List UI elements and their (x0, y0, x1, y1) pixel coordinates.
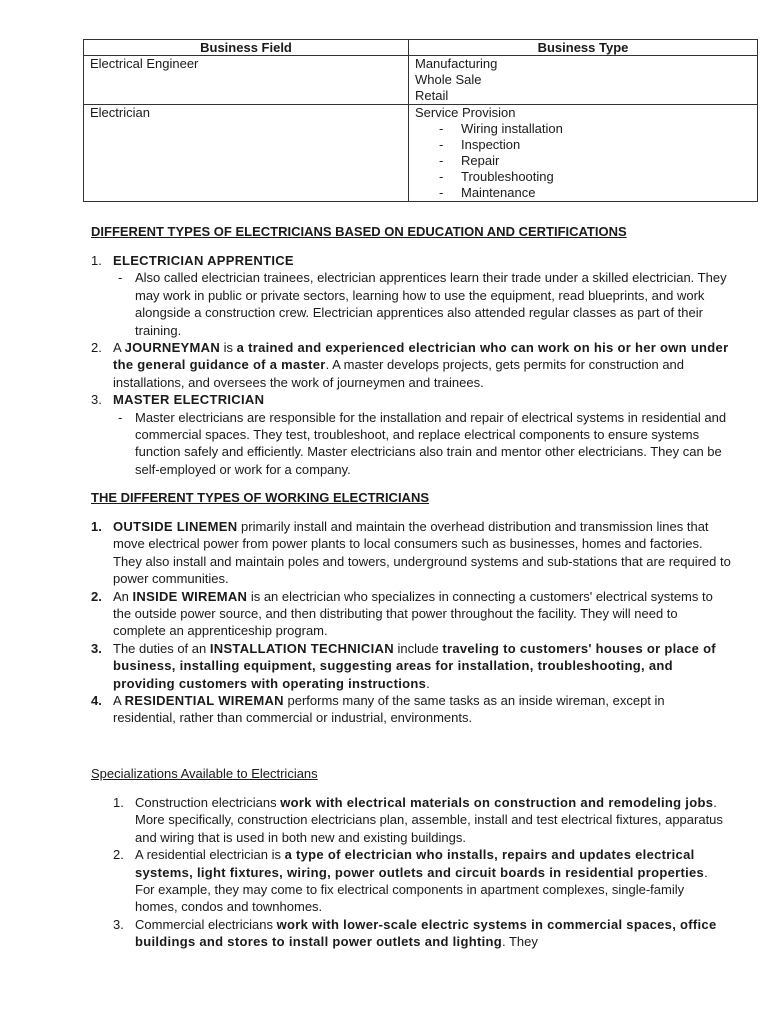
list-item: - Wiring installation (439, 121, 563, 136)
business-type: Manufacturing (415, 56, 498, 71)
list-item (91, 640, 731, 692)
column-header: Business Type (409, 40, 758, 56)
list-sub-item (91, 409, 731, 479)
heading-text: DIFFERENT TYPES OF ELECTRICIANS BASED ON EDUCATION AND CERTIFICATIONS (91, 224, 627, 239)
business-type: Whole Sale (415, 72, 482, 87)
item-bold-text: work with electrical materials on construction and remodeling jobs (280, 795, 714, 810)
list-number: 3. (113, 916, 124, 932)
item-text: . A master develops projects, gets permits for construction and installations, and oversees the work of journeymen and trainees. (113, 357, 685, 390)
item-bold-text: a type of electrician who installs, repairs and updates electrical systems, light fixtures, wiring, power outlets and circuit boards in residential properties (135, 847, 705, 880)
section-heading (91, 224, 731, 239)
item-text: is an electrician who specializes in connecting a customers' electrical systems to the outside power source, and then distributing that power throughout the facility. They will need to complete an apprenticeship program. (113, 588, 713, 639)
item-text: is (220, 340, 237, 356)
table-row (84, 56, 758, 105)
list-item (91, 692, 731, 727)
list-item: - Troubleshooting (439, 169, 554, 184)
table-cell-types (409, 105, 758, 202)
item-text: . (426, 675, 430, 691)
item-title: RESIDENTIAL WIREMAN (124, 693, 284, 709)
item-title: MASTER ELECTRICIAN (113, 392, 265, 408)
list-item: - Inspection (439, 137, 521, 152)
item-title: INSIDE WIREMAN (132, 588, 248, 604)
section-heading (91, 766, 731, 781)
list-number: 3. (91, 640, 102, 656)
heading-text: Specializations Available to Electricians (91, 766, 318, 781)
working-electricians-list (91, 518, 731, 727)
table-cell-field: Electrical Engineer (84, 56, 409, 105)
list-number: 2. (91, 588, 102, 604)
list-item (91, 518, 731, 588)
business-table (83, 39, 758, 202)
item-text: . For example, they may come to fix electrical components in apartment complexes, single-family homes, condos and townhomes. (135, 864, 708, 915)
list-item (91, 588, 731, 640)
item-text: include (393, 640, 443, 656)
item-bold-text: a trained and experienced electrician who can work on his or her own under the general guidance of a master (113, 340, 729, 373)
section-heading (91, 490, 731, 505)
list-item-text: Troubleshooting (461, 169, 554, 184)
table-header-row (84, 40, 758, 56)
item-text: . They (501, 934, 538, 950)
business-type: Service Provision (415, 105, 516, 120)
list-number: 1. (91, 519, 102, 534)
item-text: Commercial electricians (135, 916, 277, 932)
list-number: 1. (113, 795, 124, 810)
item-title: ELECTRICIAN APPRENTICE (113, 253, 294, 268)
item-title: OUTSIDE LINEMEN (113, 519, 238, 534)
item-text: A (113, 693, 125, 709)
list-number: 4. (91, 693, 102, 709)
list-item-text: Maintenance (461, 185, 536, 200)
dash-bullet: - (118, 409, 123, 425)
item-text: An (113, 588, 133, 604)
table-row (84, 105, 758, 202)
item-text: A (113, 340, 125, 356)
list-item (91, 252, 731, 269)
item-bold-text: traveling to customers' houses or place of business, installing equipment, suggesting areas for installation, troubleshooting, and providing customers with operating instructions (113, 640, 716, 691)
list-number: 3. (91, 392, 102, 408)
item-text: performs many of the same tasks as an inside wireman, except in residential, rather than commercial or industrial, environments. (113, 693, 665, 726)
item-description: Master electricians are responsible for the installation and repair of electrical systems in residential and commercial spaces. They test, troubleshoot, and replace electrical components to ensure systems function safely and efficiently. Master electricians also train and mentor other electricians. They can be self-employed or work for a company. (135, 409, 727, 477)
list-item (91, 339, 731, 391)
heading-text: THE DIFFERENT TYPES OF WORKING ELECTRICIANS (91, 490, 430, 505)
list-item: - Maintenance (439, 185, 536, 200)
list-item-text: Repair (461, 153, 500, 168)
item-text: Construction electricians (135, 795, 281, 810)
item-description: Also called electrician trainees, electrician apprentices learn their trade under a skilled electrician. They may work in public or private sectors, learning how to use the equipment, read blueprints, and work alongside a construction crew. Electrician apprentices also attended regular classes as part of their training. (135, 270, 727, 338)
list-number: 1. (91, 253, 102, 268)
item-text: primarily install and maintain the overhead distribution and transmission lines that move electrical power from power plants to local consumers such as businesses, homes and factories. They also install and maintain poles and towers, underground systems and sub-stations that are required to power communities. (113, 519, 731, 587)
list-item-text: Inspection (461, 137, 521, 152)
list-item (113, 916, 728, 951)
list-number: 2. (113, 847, 124, 863)
item-text: The duties of an (113, 640, 210, 656)
business-type: Retail (415, 88, 449, 103)
item-title: INSTALLATION TECHNICIAN (209, 640, 394, 656)
list-number: 2. (91, 340, 102, 356)
list-item (113, 794, 728, 846)
column-header: Business Field (84, 40, 409, 56)
item-bold-text: work with lower-scale electric systems in commercial spaces, office buildings and stores to install power outlets and lighting (135, 916, 717, 950)
list-item (113, 846, 728, 916)
item-text: . More specifically, construction electricians plan, assemble, install and test electrical fixtures, apparatus and wiring that is used in both new and existing buildings. (135, 795, 723, 845)
list-sub-item (91, 269, 731, 339)
list-item: - Repair (439, 153, 500, 168)
table-cell-field: Electrician (84, 105, 409, 202)
specializations-list (113, 794, 728, 951)
item-text: A residential electrician is (135, 847, 285, 863)
item-title: JOURNEYMAN (124, 340, 221, 356)
list-item (91, 391, 731, 408)
dash-bullet: - (118, 270, 123, 286)
list-item-text: Wiring installation (461, 121, 563, 136)
table-cell-types (409, 56, 758, 105)
service-list (415, 121, 751, 201)
electrician-types-list (91, 252, 731, 478)
